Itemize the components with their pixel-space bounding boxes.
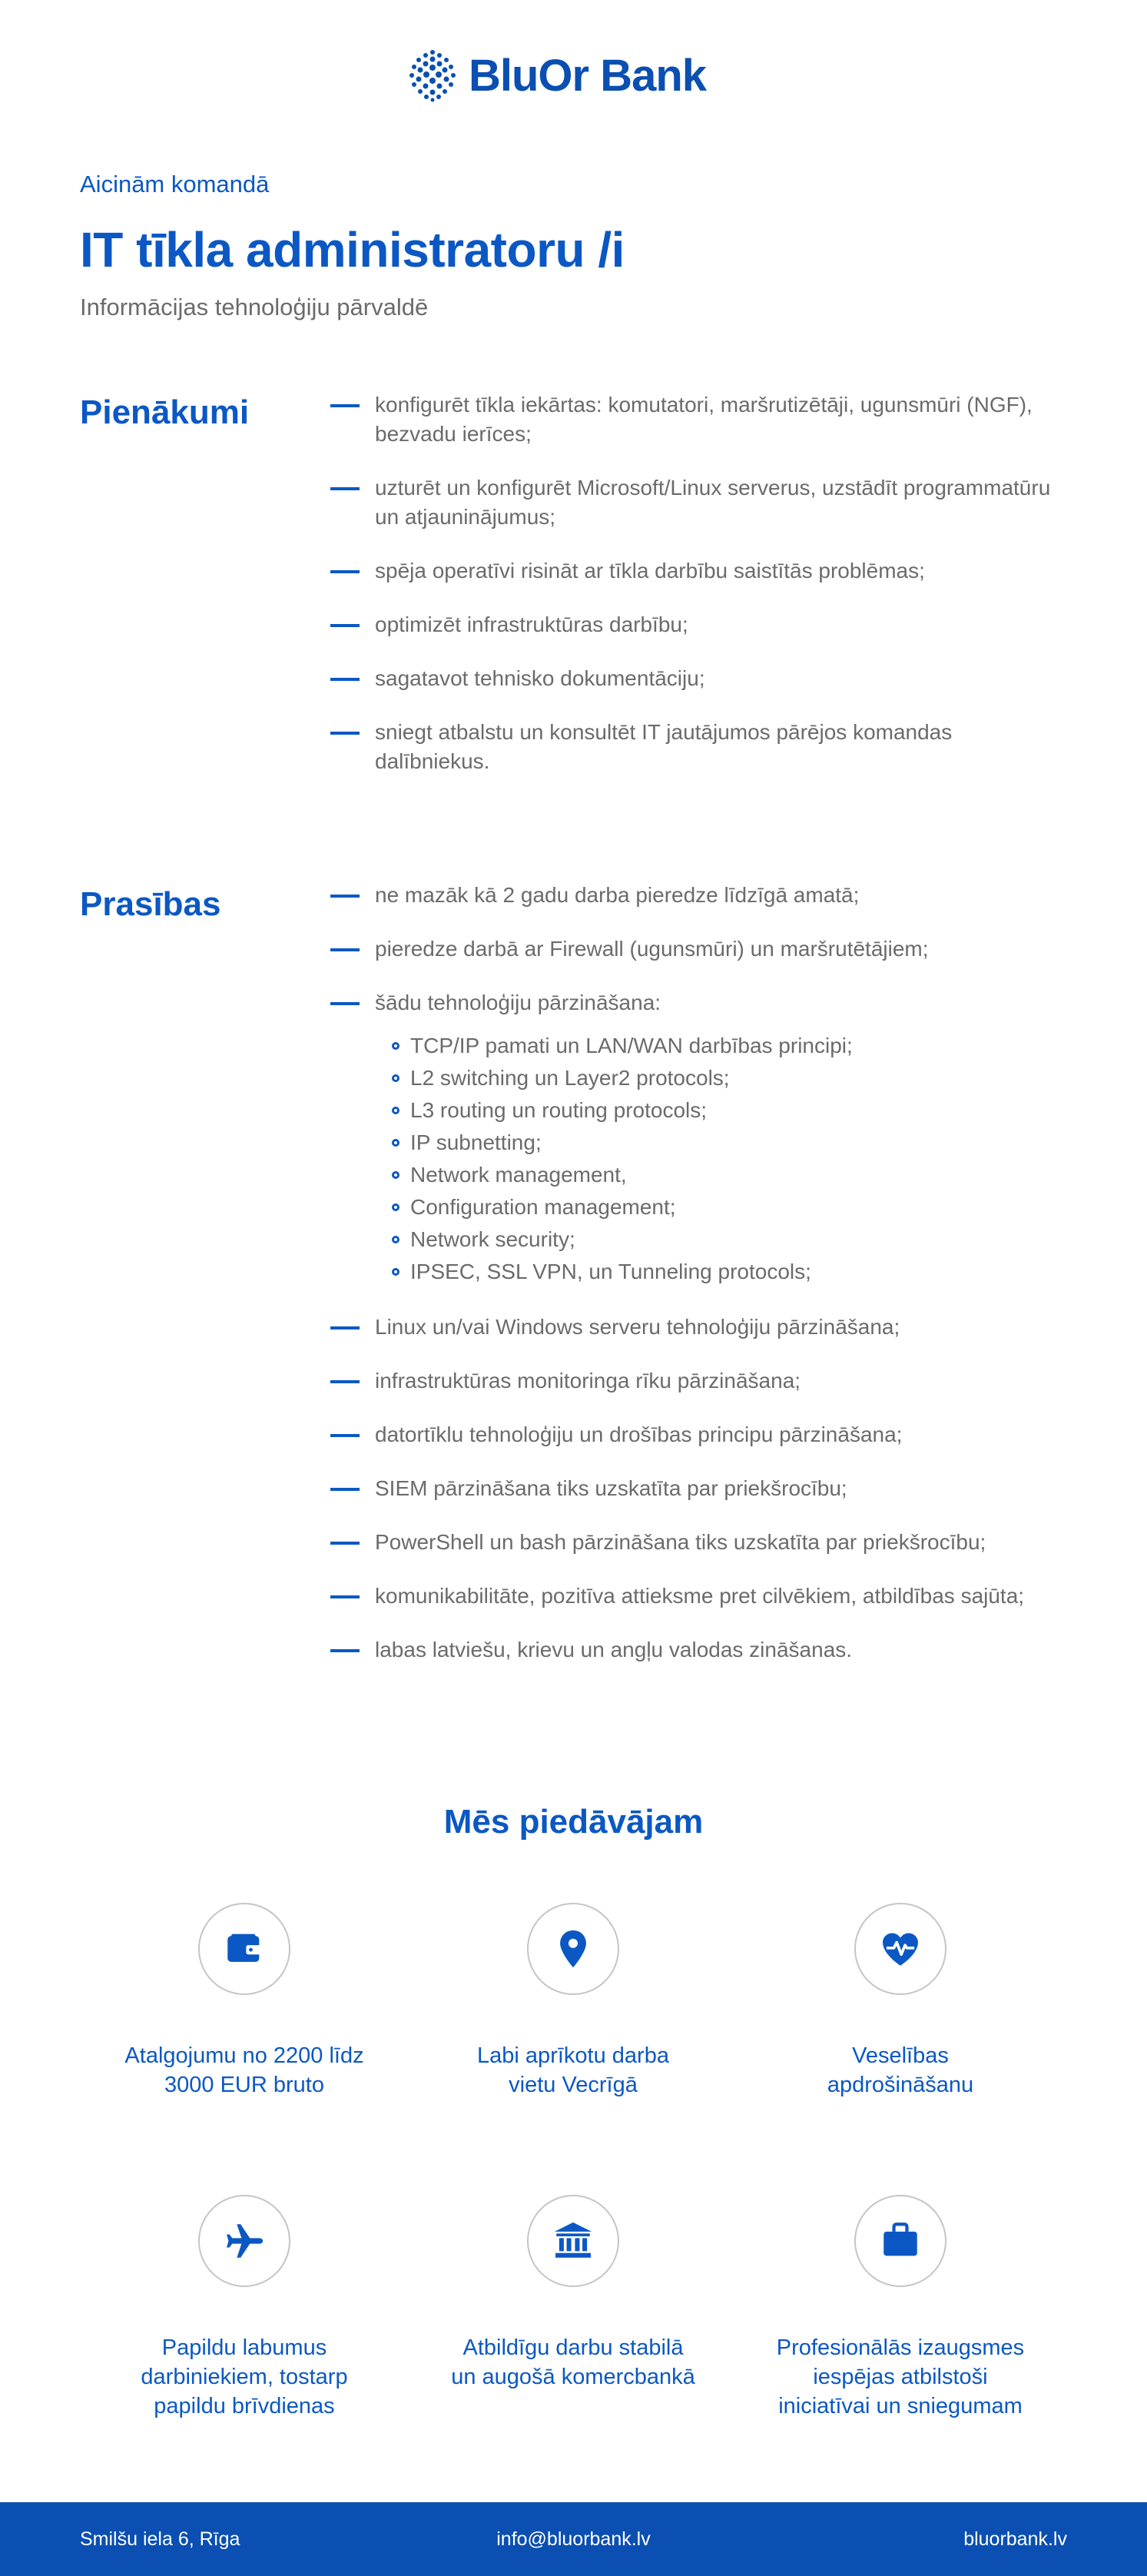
list-item: infrastruktūras monitoringa rīku pārzināšana; — [330, 1366, 1053, 1396]
footer — [0, 2502, 1147, 2576]
heart-pulse-icon — [878, 1927, 923, 1971]
duties-list — [330, 390, 1053, 776]
benefit-health — [739, 1903, 1062, 2100]
requirements-list — [330, 881, 1053, 1665]
benefit-icon-circle — [198, 1903, 290, 1995]
sublist-item: IPSEC, SSL VPN, un Tunneling protocols; — [392, 1256, 1053, 1288]
benefit-extra — [83, 2195, 406, 2421]
dash-icon — [330, 1002, 360, 1005]
brand-name: BluOr Bank — [469, 50, 707, 101]
benefit-icon-circle — [198, 2195, 290, 2287]
benefit-icon-circle — [854, 1903, 946, 1995]
sublist-item: L2 switching un Layer2 protocols; — [392, 1062, 1053, 1094]
benefit-growth — [739, 2195, 1062, 2421]
benefit-label: Atbildīgu darbu stabilā un augošā komercbankā — [451, 2335, 695, 2389]
requirements-title: Prasības — [80, 885, 221, 923]
footer-website-link[interactable]: bluorbank.lv — [963, 2528, 1067, 2550]
sublist-item: IP subnetting; — [392, 1127, 1053, 1159]
tech-sublist — [392, 1030, 1053, 1288]
list-item: optimizēt infrastruktūras darbību; — [330, 610, 1053, 639]
list-item: PowerShell un bash pārzināšana tiks uzskatīta par priekšrocību; — [330, 1528, 1053, 1557]
list-item: konfigurēt tīkla iekārtas: komutatori, maršrutizētāji, ugunsmūri (NGF), bezvadu ierīces; — [330, 390, 1053, 449]
list-item: ne mazāk kā 2 gadu darba pieredze līdzīgā amatā; — [330, 881, 1053, 910]
benefit-label: Atalgojumu no 2200 līdz 3000 EUR bruto — [124, 2043, 364, 2097]
list-item: SIEM pārzināšana tiks uzskatīta par priekšrocību; — [330, 1474, 1053, 1503]
circle-bullet-icon — [392, 1236, 399, 1243]
dash-icon — [330, 404, 360, 407]
list-item: komunikabilitāte, pozitīva attieksme pret cilvēkiem, atbildības sajūta; — [330, 1582, 1053, 1611]
footer-email-link[interactable]: info@bluorbank.lv — [496, 2528, 651, 2550]
benefit-icon-circle — [854, 2195, 946, 2287]
job-title: IT tīkla administratoru /i — [80, 222, 625, 277]
airplane-icon — [222, 2219, 267, 2263]
offer-title: Mēs piedāvājam — [443, 1803, 704, 1841]
benefit-label: Veselības apdrošināšanu — [827, 2043, 974, 2097]
circle-bullet-icon — [392, 1074, 399, 1082]
sublist-item: TCP/IP pamati un LAN/WAN darbības principi; — [392, 1030, 1053, 1062]
bank-icon — [551, 2219, 595, 2263]
benefit-salary — [83, 1903, 406, 2100]
logo-dots-icon — [407, 48, 458, 103]
dash-icon — [330, 895, 360, 898]
location-pin-icon — [551, 1927, 595, 1971]
benefit-label: Labi aprīkotu darba vietu Vecrīgā — [477, 2043, 669, 2097]
list-item: spēja operatīvi risināt ar tīkla darbību saistītās problēmas; — [330, 556, 1053, 586]
circle-bullet-icon — [392, 1042, 399, 1050]
circle-bullet-icon — [392, 1171, 399, 1179]
list-item: uzturēt un konfigurēt Microsoft/Linux serverus, uzstādīt programmatūru un atjauninājumus; — [330, 473, 1053, 532]
dash-icon — [330, 1595, 360, 1598]
sublist-item: Network management, — [392, 1159, 1053, 1191]
benefit-icon-circle — [527, 1903, 619, 1995]
dash-icon — [330, 1649, 360, 1652]
benefit-icon-circle — [527, 2195, 619, 2287]
list-item: šādu tehnoloģiju pārzināšana: TCP/IP pamati un LAN/WAN darbības principi; L2 switching un Layer2 protocols; L3 routing un routing protocols; IP subnetting; Network management, Configuration management; Network security; IPSEC, SSL VPN, un Tunneling protocols; — [330, 988, 1053, 1288]
circle-bullet-icon — [392, 1268, 399, 1276]
briefcase-icon — [878, 2219, 923, 2263]
wallet-icon — [222, 1927, 267, 1971]
benefit-bank — [412, 2195, 734, 2392]
benefit-label: Papildu labumus darbiniekiem, tostarp papildu brīvdienas — [141, 2335, 348, 2418]
sublist-item: Network security; — [392, 1223, 1053, 1256]
dash-icon — [330, 1380, 360, 1383]
dash-icon — [330, 678, 360, 681]
dash-icon — [330, 487, 360, 490]
list-item: labas latviešu, krievu un angļu valodas zināšanas. — [330, 1635, 1053, 1665]
list-item: sagatavot tehnisko dokumentāciju; — [330, 664, 1053, 693]
footer-address: Smilšu iela 6, Rīga — [80, 2528, 240, 2550]
dash-icon — [330, 732, 360, 735]
list-item: datortīklu tehnoloģiju un drošības principu pārzināšana; — [330, 1420, 1053, 1449]
circle-bullet-icon — [392, 1203, 399, 1211]
dash-icon — [330, 1326, 360, 1329]
dash-icon — [330, 1488, 360, 1491]
dash-icon — [330, 624, 360, 627]
list-item: sniegt atbalstu un konsultēt IT jautājumos pārējos komandas dalībniekus. — [330, 718, 1053, 776]
dash-icon — [330, 1434, 360, 1437]
dash-icon — [330, 948, 360, 951]
sublist-item: Configuration management; — [392, 1191, 1053, 1223]
brand-logo — [407, 48, 706, 103]
circle-bullet-icon — [392, 1139, 399, 1147]
department: Informācijas tehnoloģiju pārvaldē — [80, 294, 429, 320]
dash-icon — [330, 1542, 360, 1545]
benefit-label: Profesionālās izaugsmes iespējas atbilstoši iniciatīvai un sniegumam — [776, 2335, 1025, 2418]
dash-icon — [330, 570, 360, 573]
duties-title: Pienākumi — [80, 393, 250, 431]
list-item: Linux un/vai Windows serveru tehnoloģiju pārzināšana; — [330, 1313, 1053, 1342]
intro-kicker: Aicinām komandā — [80, 171, 270, 198]
circle-bullet-icon — [392, 1107, 399, 1114]
sublist-item: L3 routing un routing protocols; — [392, 1094, 1053, 1127]
benefit-workplace — [412, 1903, 734, 2100]
list-item: pieredze darbā ar Firewall (ugunsmūri) un maršrutētājiem; — [330, 934, 1053, 964]
